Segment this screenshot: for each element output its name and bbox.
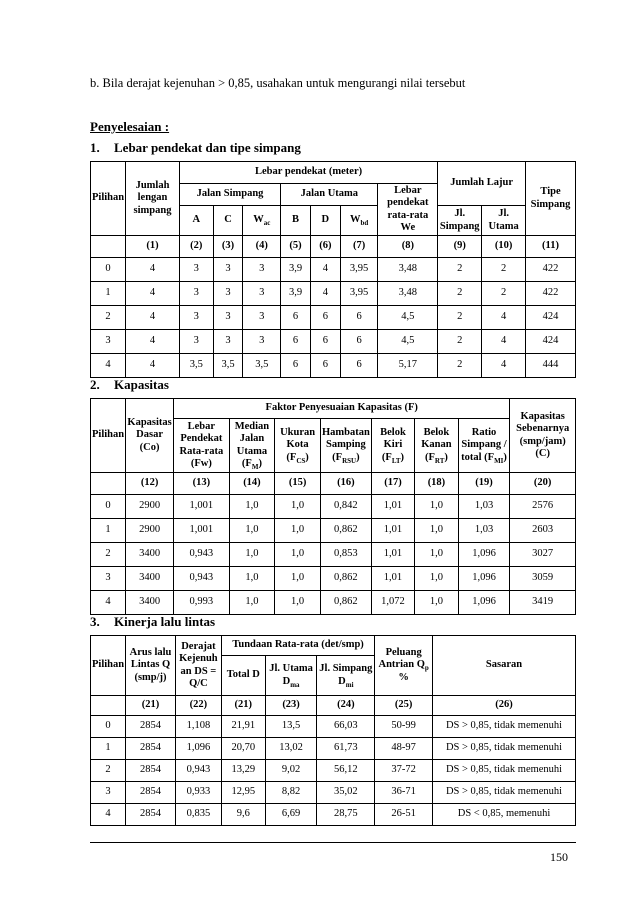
t1-cell: 3: [213, 306, 243, 330]
t1-cell: 1: [91, 282, 126, 306]
t1-cell: 3: [243, 306, 281, 330]
t1-cell: 3,9: [281, 282, 311, 306]
t3-cell: 0,933: [175, 782, 221, 804]
t2-cell: 0: [91, 495, 126, 519]
t2-cell: 2576: [510, 495, 576, 519]
t3-row: [91, 782, 576, 804]
t1-header-jalan-utama: Jalan Utama: [281, 184, 378, 206]
page-number: 150: [550, 850, 568, 864]
section-2-number: 2.: [90, 377, 100, 392]
t1-header-tipe-simpang: Tipe Simpang: [526, 162, 576, 236]
t2-cell: 1,0: [275, 519, 321, 543]
t1-cell: 3: [243, 282, 281, 306]
t2-header-fmi: Ratio Simpang / total $(F_{MI})$: [458, 419, 510, 473]
t1-cell: 6: [310, 330, 340, 354]
t3-cell: 6,69: [265, 804, 317, 826]
t2-cell: 1,0: [415, 543, 459, 567]
t1-cell: 424: [526, 330, 576, 354]
t1-header-pilihan: Pilihan: [91, 162, 126, 236]
t1-row: [91, 306, 576, 330]
t1-cell: 4: [126, 282, 180, 306]
t1-row: [91, 258, 576, 282]
t1-cell: 3,5: [213, 354, 243, 378]
t3-cell: 13,5: [265, 716, 317, 738]
t2-cell: 4: [91, 591, 126, 615]
t1-cell: 3,5: [243, 354, 281, 378]
t3-cell: 2854: [126, 804, 176, 826]
t3-cell: 56,12: [317, 760, 375, 782]
t2-cell: 1,0: [229, 495, 275, 519]
t3-cell: 61,73: [317, 738, 375, 760]
t2-cell: 3400: [126, 567, 174, 591]
t1-row: [91, 330, 576, 354]
t2-cell: 1,0: [229, 591, 275, 615]
t3-cell: DS > 0,85, tidak memenuhi: [433, 782, 576, 804]
t3-header-dma: Jl. Utama $D_{ma}$: [265, 656, 317, 696]
t3-body: [91, 716, 576, 826]
t1-cell: 4: [310, 258, 340, 282]
t3-cell: 13,02: [265, 738, 317, 760]
t3-cell: 1: [91, 738, 126, 760]
t2-row: [91, 543, 576, 567]
t2-cell: 1,0: [275, 495, 321, 519]
t2-cell: 0,943: [174, 567, 230, 591]
t3-cell: 9,02: [265, 760, 317, 782]
t3-cell: 0: [91, 716, 126, 738]
t3-column-numbers: (21) (22) (21) (23) (24) (25) (26): [91, 696, 576, 716]
t2-cell: 1,0: [275, 567, 321, 591]
t3-cell: 12,95: [221, 782, 265, 804]
t2-cell: 2900: [126, 495, 174, 519]
t1-header-jumlah-lengan: Jumlah lengan simpang: [126, 162, 180, 236]
t1-cell: 4: [126, 330, 180, 354]
t2-header-fm: Median Jalan Utama $(F_M)$: [229, 419, 275, 473]
t1-cell: 3: [179, 330, 213, 354]
t2-cell: 2: [91, 543, 126, 567]
t2-cell: 3027: [510, 543, 576, 567]
t2-row: [91, 591, 576, 615]
t2-cell: 3059: [510, 567, 576, 591]
t1-cell: 4: [126, 258, 180, 282]
t2-cell: 1: [91, 519, 126, 543]
section-3-heading: [90, 614, 215, 630]
t2-cell: 1,01: [371, 495, 414, 519]
t1-header-b: B: [281, 206, 311, 236]
t1-cell: 3,9: [281, 258, 311, 282]
t2-column-numbers: (12) (13) (14) (15) (16) (17) (18) (19) (20): [91, 473, 576, 495]
t2-cell: 1,072: [371, 591, 414, 615]
t3-row: [91, 738, 576, 760]
t3-header-arus: Arus lalu Lintas Q (smp/j): [126, 636, 176, 696]
t1-header-lebar-rata: Lebar pendekat rata-rata We: [378, 184, 438, 236]
t2-header-frsu: Hambatan Samping $(F_{RSU})$: [320, 419, 371, 473]
t3-row: [91, 716, 576, 738]
t3-header-tundaan: Tundaan Rata-rata (det/smp): [221, 636, 374, 656]
t1-header-c: C: [213, 206, 243, 236]
t3-cell: 48-97: [375, 738, 433, 760]
t3-header-derajat: Derajat Kejenuh an DS = Q/C: [175, 636, 221, 696]
t3-cell: 13,29: [221, 760, 265, 782]
t2-header-frt: Belok Kanan $(F_{RT})$: [415, 419, 459, 473]
solution-heading: Penyelesaian :: [90, 119, 170, 134]
t2-cell: 1,03: [458, 519, 510, 543]
t1-cell: 3: [213, 258, 243, 282]
footer-divider: [90, 842, 576, 843]
t3-cell: 4: [91, 804, 126, 826]
t1-cell: 4: [482, 330, 526, 354]
t3-cell: 2854: [126, 782, 176, 804]
t1-header-jl-simpang: Jl. Simpang: [438, 206, 482, 236]
t2-header-faktor: Faktor Penyesuaian Kapasitas (F): [174, 399, 510, 419]
intro-text: b. Bila derajat kejenuhan > 0,85, usahakan untuk mengurangi nilai tersebut: [90, 76, 466, 90]
t2-cell: 1,0: [229, 567, 275, 591]
t2-header-kapasitas-dasar: Kapasitas Dasar (Co): [126, 399, 174, 473]
table-approach-width: [90, 161, 576, 378]
t2-row: [91, 567, 576, 591]
t1-column-numbers: (1) (2) (3) (4) (5) (6) (7) (8) (9) (10) (11): [91, 236, 576, 258]
t3-cell: 9,6: [221, 804, 265, 826]
t1-header-lebar-pendekat: Lebar pendekat (meter): [179, 162, 437, 184]
t3-cell: 1,108: [175, 716, 221, 738]
t2-cell: 3400: [126, 543, 174, 567]
t3-cell: 0,943: [175, 760, 221, 782]
t1-cell: 3,5: [179, 354, 213, 378]
t1-cell: 3,95: [340, 258, 378, 282]
t1-header-jumlah-lajur: Jumlah Lajur: [438, 162, 526, 206]
t3-cell: 0,835: [175, 804, 221, 826]
section-3-title: Kinerja lalu lintas: [114, 614, 216, 629]
t3-cell: 26-51: [375, 804, 433, 826]
t1-cell: 444: [526, 354, 576, 378]
t3-cell: 36-71: [375, 782, 433, 804]
t2-cell: 0,842: [320, 495, 371, 519]
t3-cell: DS > 0,85, tidak memenuhi: [433, 738, 576, 760]
t2-cell: 2900: [126, 519, 174, 543]
t3-header-dmi: Jl. Simpang $D_{mi}$: [317, 656, 375, 696]
t1-cell: 0: [91, 258, 126, 282]
t1-cell: 6: [340, 330, 378, 354]
t2-header-pilihan: Pilihan: [91, 399, 126, 473]
t1-cell: 422: [526, 258, 576, 282]
t1-cell: 6: [310, 354, 340, 378]
t1-row: [91, 282, 576, 306]
t1-cell: 6: [340, 354, 378, 378]
t2-cell: 3400: [126, 591, 174, 615]
t2-cell: 1,096: [458, 591, 510, 615]
t2-cell: 1,0: [229, 543, 275, 567]
t1-cell: 6: [310, 306, 340, 330]
t3-header-pilihan: Pilihan: [91, 636, 126, 696]
t3-cell: 66,03: [317, 716, 375, 738]
t1-header-jl-utama: Jl. Utama: [482, 206, 526, 236]
t1-cell: 2: [438, 258, 482, 282]
t2-cell: 0,862: [320, 519, 371, 543]
t1-cell: 3: [179, 306, 213, 330]
t1-cell: 2: [438, 354, 482, 378]
t2-cell: 1,096: [458, 567, 510, 591]
t1-cell: 4: [126, 354, 180, 378]
t3-cell: DS > 0,85, tidak memenuhi: [433, 760, 576, 782]
t3-header-peluang: Peluang Antrian $Q_p$ %: [375, 636, 433, 696]
t3-row: [91, 760, 576, 782]
section-1-heading: [90, 140, 301, 156]
t1-cell: 4: [310, 282, 340, 306]
t2-cell: 1,01: [371, 567, 414, 591]
t2-cell: 0,862: [320, 591, 371, 615]
t1-cell: 2: [438, 282, 482, 306]
t3-cell: 2854: [126, 716, 176, 738]
t1-cell: 424: [526, 306, 576, 330]
t1-cell: 4: [126, 306, 180, 330]
t1-header-d: D: [310, 206, 340, 236]
t3-cell: DS < 0,85, memenuhi: [433, 804, 576, 826]
section-1-number: 1.: [90, 140, 100, 155]
t3-cell: 8,82: [265, 782, 317, 804]
t2-header-fcs: Ukuran Kota $(F_{CS})$: [275, 419, 321, 473]
t1-row: [91, 354, 576, 378]
t1-cell: 6: [281, 306, 311, 330]
t1-cell: 2: [438, 330, 482, 354]
table-traffic-performance: [90, 635, 576, 826]
t3-cell: 35,02: [317, 782, 375, 804]
t1-header-jalan-simpang: Jalan Simpang: [179, 184, 280, 206]
t1-cell: 3: [179, 282, 213, 306]
t2-cell: 0,993: [174, 591, 230, 615]
t1-cell: 3,48: [378, 282, 438, 306]
t2-cell: 1,03: [458, 495, 510, 519]
t2-row: [91, 495, 576, 519]
t2-cell: 1,0: [229, 519, 275, 543]
t1-header-wac: $W_{ac}$: [243, 206, 281, 236]
t2-cell: 1,01: [371, 519, 414, 543]
t3-cell: 2854: [126, 760, 176, 782]
t2-header-flt: Belok Kiri $(F_{LT})$: [371, 419, 414, 473]
section-2-heading: [90, 377, 169, 393]
t2-cell: 1,0: [415, 591, 459, 615]
t2-header-kapasitas-sebenarnya: Kapasitas Sebenarnya (smp/jam) (C): [510, 399, 576, 473]
t2-cell: 1,001: [174, 495, 230, 519]
t3-cell: 37-72: [375, 760, 433, 782]
t2-row: [91, 519, 576, 543]
t2-cell: 0,943: [174, 543, 230, 567]
t2-cell: 1,0: [275, 591, 321, 615]
t1-cell: 6: [281, 330, 311, 354]
t3-header-sasaran: Sasaran: [433, 636, 576, 696]
table-capacity: [90, 398, 576, 615]
t1-cell: 3,95: [340, 282, 378, 306]
section-1-title: Lebar pendekat dan tipe simpang: [114, 140, 301, 155]
t1-cell: 4,5: [378, 306, 438, 330]
t1-cell: 2: [482, 282, 526, 306]
t2-cell: 1,001: [174, 519, 230, 543]
t1-cell: 3,48: [378, 258, 438, 282]
t2-body: [91, 495, 576, 615]
t1-header-a: A: [179, 206, 213, 236]
t3-cell: 2854: [126, 738, 176, 760]
t2-cell: 1,0: [415, 519, 459, 543]
t2-cell: 0,862: [320, 567, 371, 591]
t2-cell: 3419: [510, 591, 576, 615]
t3-cell: 3: [91, 782, 126, 804]
t1-cell: 4,5: [378, 330, 438, 354]
t2-cell: 1,0: [275, 543, 321, 567]
t3-header-total: Total D: [221, 656, 265, 696]
t2-cell: 3: [91, 567, 126, 591]
t2-cell: 1,0: [415, 567, 459, 591]
t3-cell: 20,70: [221, 738, 265, 760]
t1-cell: 5,17: [378, 354, 438, 378]
t2-cell: 0,853: [320, 543, 371, 567]
t1-cell: 3: [243, 258, 281, 282]
t1-cell: 6: [340, 306, 378, 330]
t2-header-fw: Lebar Pendekat Rata-rata (Fw): [174, 419, 230, 473]
t1-cell: 2: [438, 306, 482, 330]
t3-cell: 28,75: [317, 804, 375, 826]
t3-cell: 2: [91, 760, 126, 782]
t1-cell: 3: [213, 330, 243, 354]
t1-cell: 6: [281, 354, 311, 378]
t1-cell: 4: [91, 354, 126, 378]
t2-cell: 1,01: [371, 543, 414, 567]
t1-cell: 4: [482, 306, 526, 330]
t1-body: [91, 258, 576, 378]
t3-cell: 21,91: [221, 716, 265, 738]
t3-cell: 1,096: [175, 738, 221, 760]
t1-cell: 422: [526, 282, 576, 306]
t1-cell: 3: [243, 330, 281, 354]
t1-cell: 2: [91, 306, 126, 330]
t3-cell: DS > 0,85, tidak memenuhi: [433, 716, 576, 738]
t1-cell: 4: [482, 354, 526, 378]
t1-cell: 3: [179, 258, 213, 282]
section-2-title: Kapasitas: [114, 377, 169, 392]
t1-cell: 3: [213, 282, 243, 306]
section-3-number: 3.: [90, 614, 100, 629]
t2-cell: 2603: [510, 519, 576, 543]
t1-cell: 3: [91, 330, 126, 354]
t1-header-wbd: $W_{bd}$: [340, 206, 378, 236]
t2-cell: 1,096: [458, 543, 510, 567]
t3-row: [91, 804, 576, 826]
t3-cell: 50-99: [375, 716, 433, 738]
t1-cell: 2: [482, 258, 526, 282]
t2-cell: 1,0: [415, 495, 459, 519]
